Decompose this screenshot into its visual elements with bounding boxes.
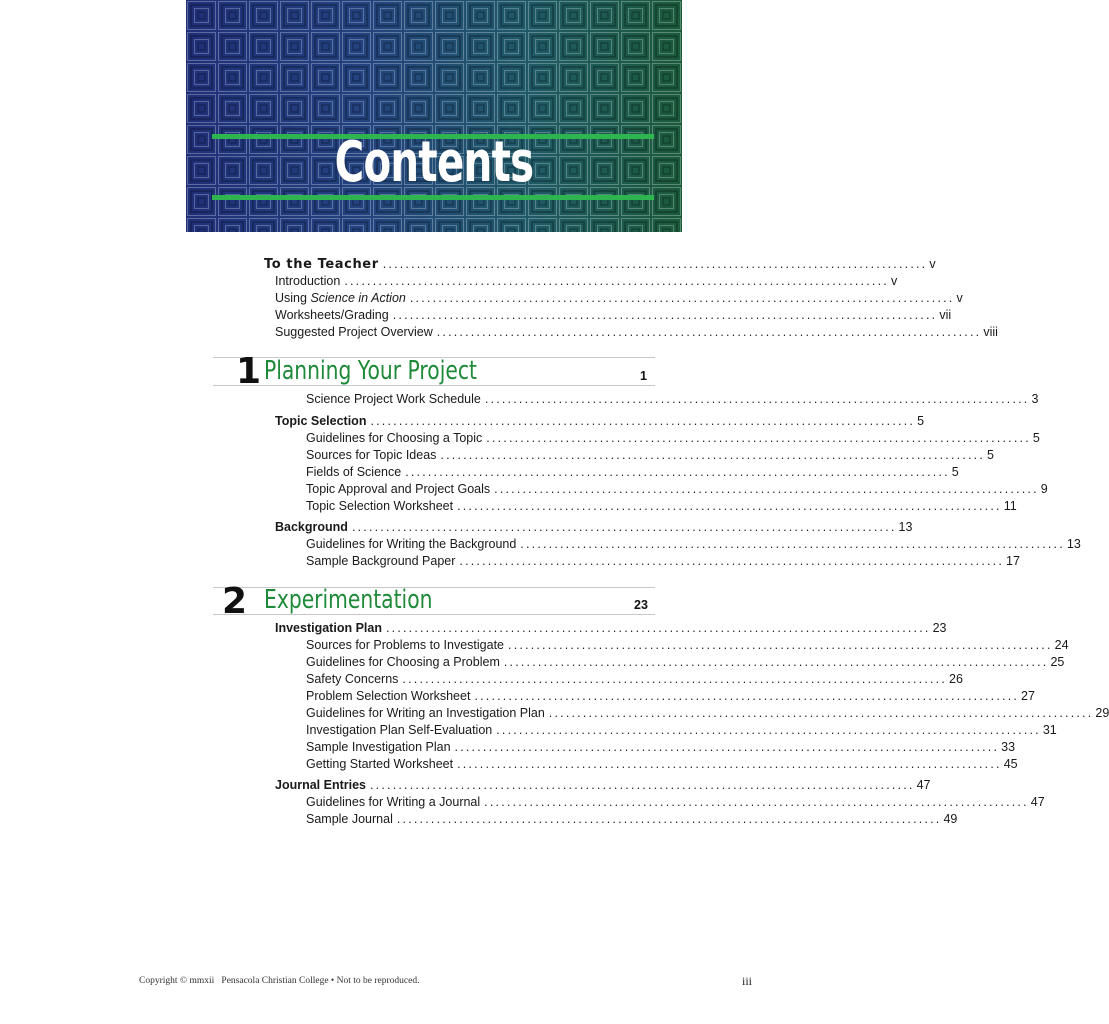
toc-entry-page: 27 <box>1021 689 1035 703</box>
toc-entry-page: 9 <box>1040 482 1048 496</box>
toc-entry-label: Worksheets/Grading <box>275 308 389 322</box>
toc-entry-page: 13 <box>898 520 913 534</box>
toc-section-background[interactable]: Background ................................................................................................ 13 <box>275 520 913 534</box>
toc-entry-label: Journal Entries <box>275 778 366 792</box>
chapter-1-page: 1 <box>640 369 647 383</box>
toc-entry-page: 47 <box>1030 795 1045 809</box>
toc-entry-label: Investigation Plan <box>275 621 382 635</box>
toc-entry-label: Fields of Science <box>306 465 402 479</box>
toc-entry-page: 5 <box>917 414 925 428</box>
toc-entry-introduction[interactable]: Introduction ................................................................................................ v <box>275 274 898 288</box>
toc-entry-label: Guidelines for Writing the Background <box>306 537 517 551</box>
toc-entry-using-science-in-action[interactable]: Using Science in Action ................................................................................................ v <box>275 291 963 305</box>
toc-entry-label: Topic Selection Worksheet <box>306 499 454 513</box>
chapter-1-title[interactable]: Planning Your Project <box>264 356 477 386</box>
toc-entry-safety-concerns[interactable]: Safety Concerns ................................................................................................ 26 <box>306 672 963 686</box>
toc-entry-guidelines-choosing-problem[interactable]: Guidelines for Choosing a Problem ................................................................................................ 25 <box>306 655 1065 669</box>
toc-entry-page: v <box>929 257 936 271</box>
toc-entry-label: Science Project Work Schedule <box>306 392 481 406</box>
toc-entry-problem-selection-worksheet[interactable]: Problem Selection Worksheet ................................................................................................ 27 <box>306 689 1035 703</box>
toc-entry-sample-journal[interactable]: Sample Journal ................................................................................................ 49 <box>306 812 958 826</box>
toc-entry-page: 5 <box>987 448 994 462</box>
chapter-2-page: 23 <box>634 598 648 612</box>
toc-entry-page: 29 <box>1095 706 1109 720</box>
toc-entry-sample-background-paper[interactable]: Sample Background Paper ................................................................................................ 17 <box>306 554 1020 568</box>
toc-entry-label: Sample Journal <box>306 812 393 826</box>
toc-entry-fields-of-science[interactable]: Fields of Science ................................................................................................ 5 <box>306 465 959 479</box>
toc-entry-to-the-teacher[interactable]: To the Teacher ................................................................................................ v <box>264 257 936 272</box>
page-title: Contents <box>334 130 534 195</box>
toc-entry-page: v <box>890 274 898 288</box>
toc-entry-page: 24 <box>1054 638 1069 652</box>
toc-entry-label: Introduction <box>275 274 341 288</box>
toc-entry-page: 17 <box>1006 554 1020 568</box>
toc-entry-page: 5 <box>1032 431 1040 445</box>
toc-entry-label: Using Science in Action <box>275 291 406 305</box>
toc-entry-worksheets-grading[interactable]: Worksheets/Grading ................................................................................................ vii <box>275 308 952 322</box>
chapter-2-title[interactable]: Experimentation <box>264 585 433 615</box>
toc-entry-label: Guidelines for Choosing a Topic <box>306 431 483 445</box>
toc-entry-label: Sources for Topic Ideas <box>306 448 437 462</box>
chapter-1-number: 1 <box>236 351 262 392</box>
contents-banner <box>186 0 682 232</box>
toc-entry-page: 13 <box>1066 537 1081 551</box>
toc-entry-page: v <box>956 291 963 305</box>
toc-entry-page: viii <box>983 325 998 339</box>
toc-section-investigation-plan[interactable]: Investigation Plan ................................................................................................ 23 <box>275 621 947 635</box>
toc-entry-label: Investigation Plan Self-Evaluation <box>306 723 493 737</box>
copyright-notice: Copyright © mmxii Pensacola Christian College • Not to be reproduced. <box>139 976 420 986</box>
toc-entry-page: 3 <box>1031 392 1039 406</box>
toc-entry-label: Getting Started Worksheet <box>306 757 454 771</box>
toc-entry-label: To the Teacher <box>264 257 379 272</box>
toc-entry-label: Problem Selection Worksheet <box>306 689 471 703</box>
toc-entry-label: Suggested Project Overview <box>275 325 433 339</box>
toc-entry-label: Guidelines for Writing an Investigation Plan <box>306 706 545 720</box>
toc-entry-topic-approval[interactable]: Topic Approval and Project Goals ................................................................................................ 9 <box>306 482 1048 496</box>
toc-entry-sample-investigation-plan[interactable]: Sample Investigation Plan ................................................................................................ 33 <box>306 740 1016 754</box>
toc-entry-getting-started-worksheet[interactable]: Getting Started Worksheet ................................................................................................ 45 <box>306 757 1018 771</box>
toc-entry-guidelines-writing-background[interactable]: Guidelines for Writing the Background ................................................................................................ 13 <box>306 537 1081 551</box>
toc-entry-investigation-self-evaluation[interactable]: Investigation Plan Self-Evaluation ................................................................................................ 31 <box>306 723 1057 737</box>
toc-entry-sources-topic-ideas[interactable]: Sources for Topic Ideas ................................................................................................ 5 <box>306 448 994 462</box>
toc-entry-label: Guidelines for Choosing a Problem <box>306 655 500 669</box>
toc-entry-page: 47 <box>916 778 931 792</box>
toc-entry-label: Safety Concerns <box>306 672 399 686</box>
toc-entry-label: Topic Approval and Project Goals <box>306 482 491 496</box>
chapter-2-number: 2 <box>222 581 248 622</box>
page-number: iii <box>742 974 753 988</box>
toc-entry-page: 31 <box>1042 723 1057 737</box>
toc-entry-guidelines-investigation-plan[interactable]: Guidelines for Writing an Investigation Plan ................................................................................................ 29 <box>306 706 1109 720</box>
toc-entry-label: Sample Background Paper <box>306 554 456 568</box>
toc-entry-label: Background <box>275 520 348 534</box>
toc-entry-label: Topic Selection <box>275 414 367 428</box>
toc-entry-page: 23 <box>932 621 947 635</box>
toc-entry-suggested-project-overview[interactable]: Suggested Project Overview ................................................................................................ viii <box>275 325 998 339</box>
toc-entry-label: Sources for Problems to Investigate <box>306 638 505 652</box>
toc-entry-page: 5 <box>951 465 959 479</box>
toc-entry-guidelines-choosing-topic[interactable]: Guidelines for Choosing a Topic ................................................................................................ 5 <box>306 431 1040 445</box>
toc-entry-page: 33 <box>1001 740 1016 754</box>
toc-entry-label: Guidelines for Writing a Journal <box>306 795 481 809</box>
toc-entry-science-project-work-schedule[interactable]: Science Project Work Schedule ................................................................................................ 3 <box>306 392 1039 406</box>
toc-section-journal-entries[interactable]: Journal Entries ................................................................................................ 47 <box>275 778 931 792</box>
toc-entry-page: 45 <box>1003 757 1018 771</box>
toc-entry-page: vii <box>939 308 952 322</box>
toc-entry-label: Sample Investigation Plan <box>306 740 451 754</box>
toc-entry-topic-selection-worksheet[interactable]: Topic Selection Worksheet ................................................................................................ 11 <box>306 499 1017 513</box>
toc-entry-page: 26 <box>949 672 963 686</box>
toc-entry-page: 49 <box>943 812 958 826</box>
toc-entry-page: 11 <box>1003 499 1017 513</box>
toc-entry-sources-problems[interactable]: Sources for Problems to Investigate ................................................................................................ 24 <box>306 638 1069 652</box>
toc-entry-page: 25 <box>1050 655 1065 669</box>
toc-entry-guidelines-writing-journal[interactable]: Guidelines for Writing a Journal ................................................................................................ 47 <box>306 795 1045 809</box>
toc-section-topic-selection[interactable]: Topic Selection ................................................................................................ 5 <box>275 414 925 428</box>
